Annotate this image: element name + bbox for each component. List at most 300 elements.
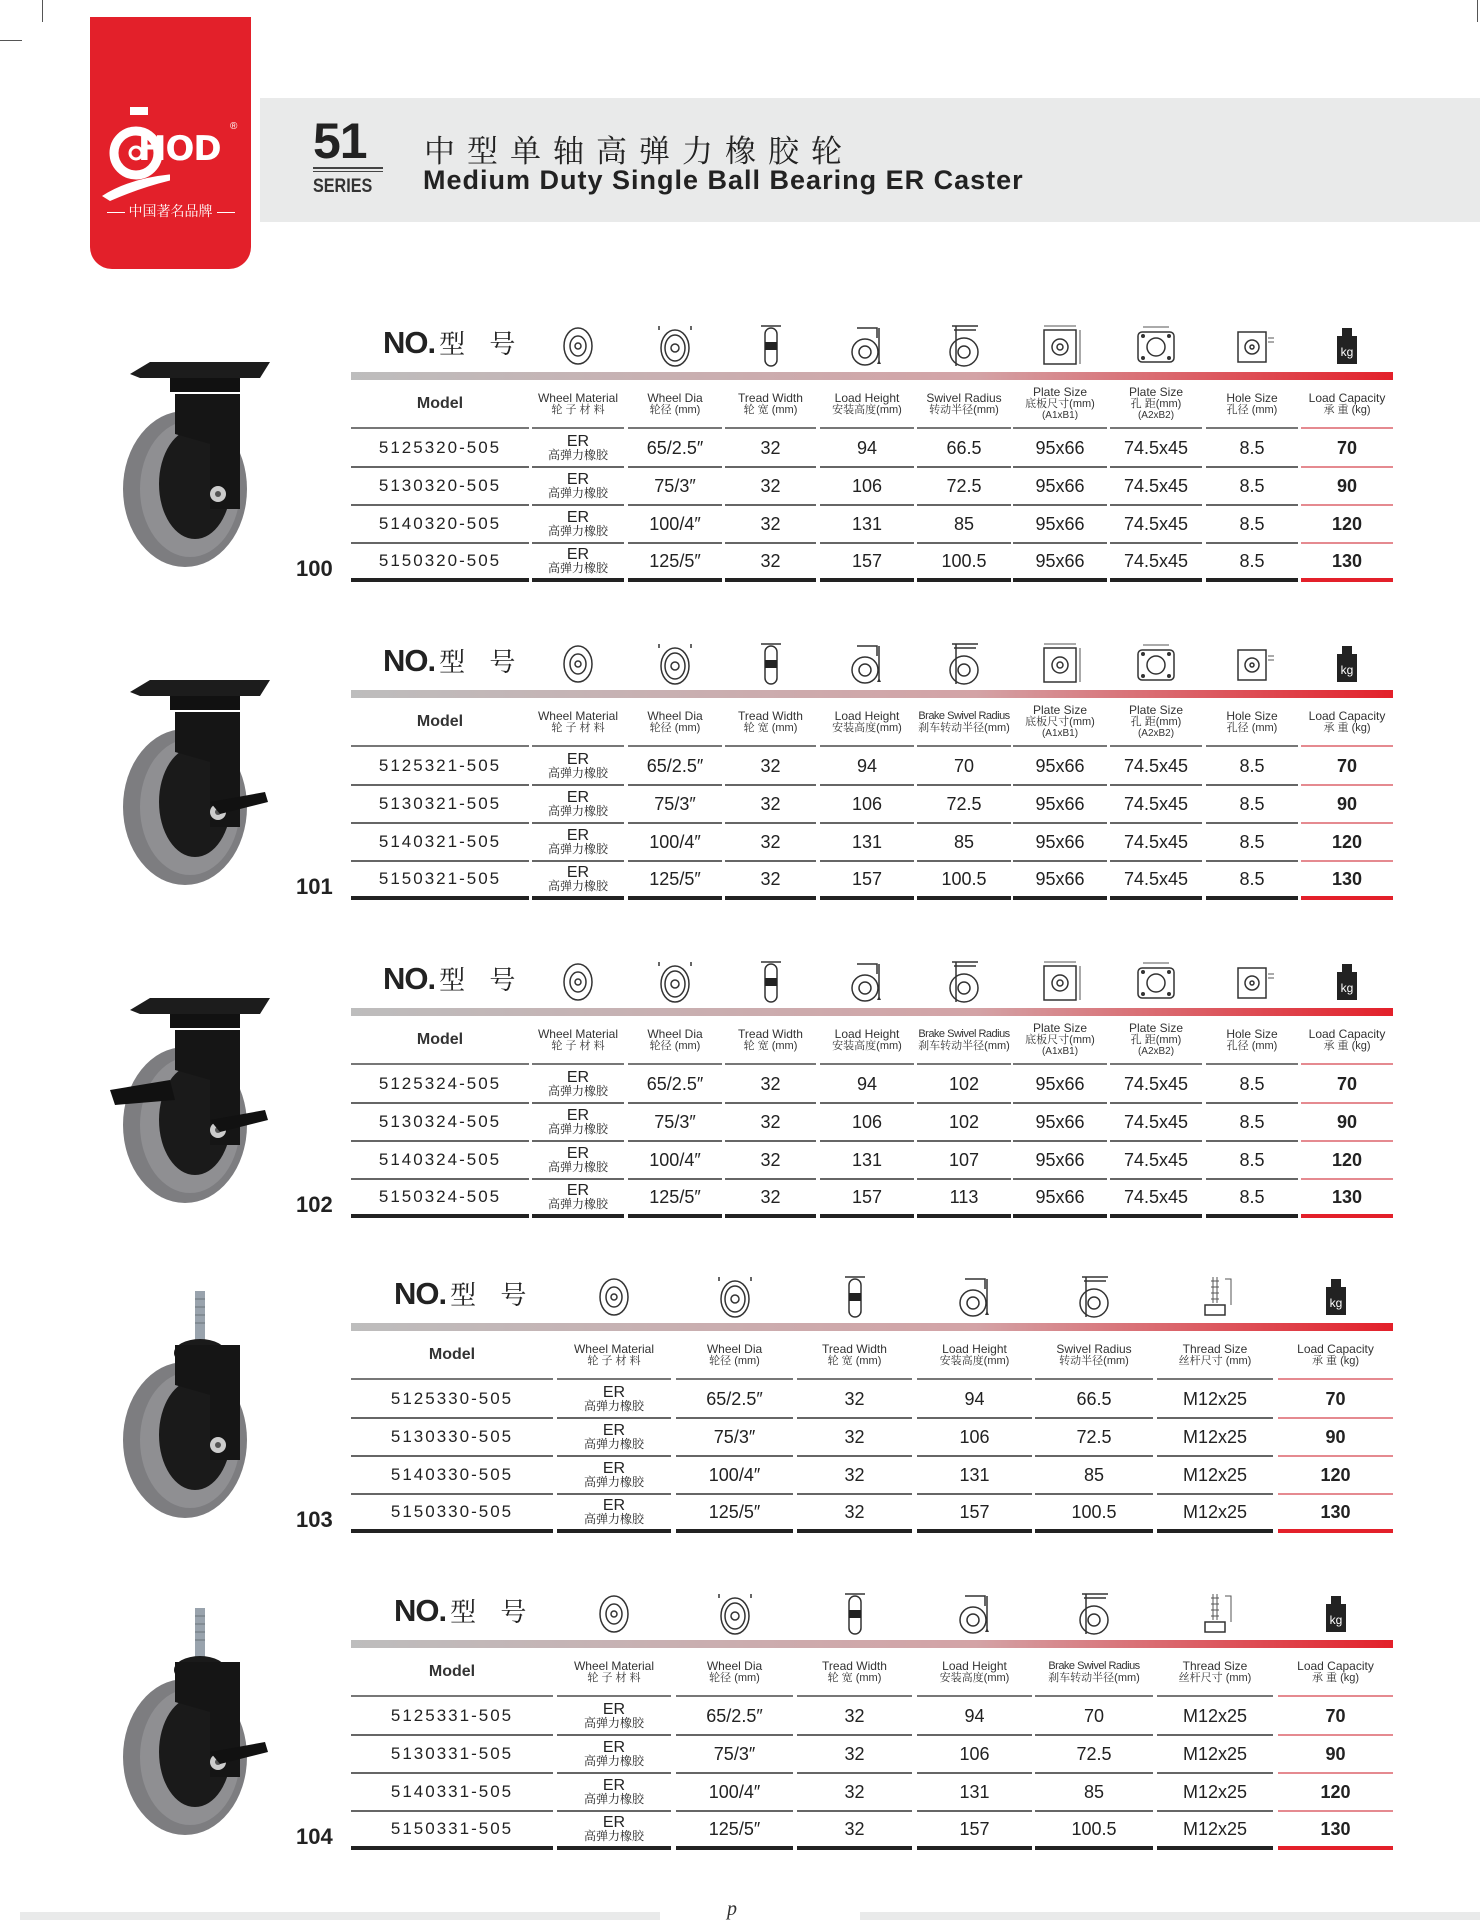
table-cell-wm [532, 430, 624, 468]
caster-image [90, 334, 340, 574]
table-cell-tw: 32 [725, 824, 816, 862]
material-zh: 高弹力橡胶 [547, 448, 608, 462]
material-zh: 高弹力橡胶 [583, 1399, 644, 1413]
header-zh: 底板尺寸(mm) [1025, 1033, 1095, 1046]
footer-bar-right [860, 1912, 1480, 1920]
table-cell-ts: M12x25 [1157, 1774, 1273, 1812]
material-zh: 高弹力橡胶 [547, 1122, 608, 1136]
table-cell-ps: 95x66 [1013, 506, 1107, 544]
column-header-model [351, 1331, 553, 1380]
wheel-diameter-icon [645, 640, 705, 688]
table-cell-ps: 95x66 [1013, 468, 1107, 506]
table-cell-tw: 32 [797, 1419, 912, 1457]
table-cell-lh: 94 [820, 748, 914, 786]
table-cell-lc: 70 [1301, 1066, 1393, 1104]
caster-section [0, 638, 1480, 938]
header-zh: 轮径 (mm) [649, 721, 701, 734]
table-cell-model: 5150330-505 [351, 1495, 553, 1533]
material-zh: 高弹力橡胶 [583, 1716, 644, 1730]
wheel-diameter-icon [705, 1273, 765, 1321]
table-cell-tw: 32 [725, 506, 816, 544]
column-header-bsr [917, 698, 1011, 747]
header-zh: 轮 宽 (mm) [743, 721, 798, 734]
table-cell-model: 5140330-505 [351, 1457, 553, 1495]
material-zh: 高弹力橡胶 [583, 1512, 644, 1526]
no-label: NO. [383, 961, 436, 996]
table-cell-ps2: 74.5x45 [1110, 544, 1202, 582]
table-cell-ts: M12x25 [1157, 1419, 1273, 1457]
header-en: Model [416, 1030, 464, 1048]
thread-size-icon [1185, 1273, 1245, 1321]
header-en: Hole Size [1226, 390, 1278, 405]
table-cell-lh: 131 [917, 1457, 1032, 1495]
table-cell-tw: 32 [725, 1180, 816, 1218]
column-header-lh [917, 1648, 1032, 1697]
weight-kg-icon [1306, 1590, 1366, 1638]
header-zh: 孔 距(mm) [1130, 715, 1182, 728]
table-cell-wm [532, 748, 624, 786]
brake-swivel-radius-icon [934, 958, 994, 1006]
material-zh: 高弹力橡胶 [547, 766, 608, 780]
column-header-ps [1013, 1016, 1107, 1065]
load-height-icon [837, 958, 897, 1006]
table-cell-ps2: 74.5x45 [1110, 1104, 1202, 1142]
header-zh: 轮 子 材 料 [551, 1039, 605, 1052]
material-code: ER [566, 1107, 590, 1124]
table-cell-ps: 95x66 [1013, 544, 1107, 582]
table-cell-ps2: 74.5x45 [1110, 506, 1202, 544]
material-code: ER [566, 546, 590, 563]
column-header-lh [820, 1016, 914, 1065]
table-cell-bsr: 72.5 [917, 786, 1011, 824]
material-zh: 高弹力橡胶 [547, 524, 608, 538]
header-zh: 底板尺寸(mm) [1025, 397, 1095, 410]
brand-tagline: 中国著名品牌 [90, 201, 251, 221]
material-zh: 高弹力橡胶 [547, 1084, 608, 1098]
material-zh: 高弹力橡胶 [547, 561, 608, 575]
table-cell-bsr: 70 [1035, 1698, 1153, 1736]
table-cell-model: 5150321-505 [351, 862, 529, 900]
column-header-lc [1301, 1016, 1393, 1065]
header-zh: 承 重 (kg) [1323, 1039, 1371, 1052]
header-en: Brake Swivel Radius [1048, 1659, 1140, 1672]
table-cell-wm [557, 1812, 671, 1850]
svg-text:kg: kg [1340, 981, 1354, 995]
table-cell-model: 5130324-505 [351, 1104, 529, 1142]
header-en: Hole Size [1226, 1026, 1278, 1041]
column-header-lc [1278, 1648, 1393, 1697]
header-zh: 轮 子 材 料 [551, 403, 605, 416]
header-zh: 轮 宽 (mm) [827, 1671, 882, 1684]
table-cell-hs: 8.5 [1206, 506, 1298, 544]
table-cell-wm [532, 824, 624, 862]
header-en: Load Capacity [1308, 1026, 1386, 1041]
column-header-wm [557, 1331, 671, 1380]
table-cell-model: 5150320-505 [351, 544, 529, 582]
column-header-wm [532, 380, 624, 429]
table-cell-model: 5125321-505 [351, 748, 529, 786]
table-cell-tw: 32 [797, 1457, 912, 1495]
svg-text:kg: kg [1329, 1613, 1342, 1627]
header-zh: 承 重 (kg) [1323, 721, 1371, 734]
table-cell-model: 5130331-505 [351, 1736, 553, 1774]
table-cell-hs: 8.5 [1206, 544, 1298, 582]
model-number-heading [394, 1592, 534, 1629]
table-cell-ts: M12x25 [1157, 1812, 1273, 1850]
table-cell-lh: 94 [820, 430, 914, 468]
table-cell-wd: 100/4″ [628, 824, 722, 862]
column-header-hs [1206, 698, 1298, 747]
table-cell-sr: 66.5 [1035, 1381, 1153, 1419]
table-cell-wm [557, 1698, 671, 1736]
table-cell-lc: 70 [1301, 430, 1393, 468]
column-header-hs [1206, 380, 1298, 429]
title-english: Medium Duty Single Ball Bearing ER Caster [423, 165, 1024, 195]
column-header-ps [1013, 380, 1107, 429]
table-cell-ps: 95x66 [1013, 1180, 1107, 1218]
table-cell-tw: 32 [797, 1812, 912, 1850]
table-cell-tw: 32 [725, 1104, 816, 1142]
header-en: Wheel Material [573, 1658, 655, 1673]
table-cell-lh: 106 [820, 786, 914, 824]
column-header-wm [532, 1016, 624, 1065]
header-en: Brake Swivel Radius [918, 709, 1010, 722]
table-cell-wm [532, 1066, 624, 1104]
header-zh: 孔径 (mm) [1226, 403, 1278, 416]
header-gradient-bar [351, 690, 1393, 698]
no-label-zh: 型 号 [439, 330, 524, 360]
thread-size-icon [1185, 1590, 1245, 1638]
column-header-model [351, 1648, 553, 1697]
table-cell-wd: 65/2.5″ [628, 748, 722, 786]
column-header-wd [676, 1648, 793, 1697]
table-cell-model: 5150331-505 [351, 1812, 553, 1850]
table-cell-wd: 75/3″ [676, 1419, 793, 1457]
registered-mark: ® [230, 121, 238, 132]
table-cell-bsr: 70 [917, 748, 1011, 786]
table-cell-hs: 8.5 [1206, 1104, 1298, 1142]
material-zh: 高弹力橡胶 [547, 842, 608, 856]
table-cell-hs: 8.5 [1206, 786, 1298, 824]
table-cell-hs: 8.5 [1206, 824, 1298, 862]
weight-kg-icon [1317, 958, 1377, 1006]
header-sub: (A2xB2) [1137, 1045, 1175, 1057]
plate-size-icon [1030, 958, 1090, 1006]
table-cell-wd: 65/2.5″ [628, 430, 722, 468]
wheel-side-icon [548, 958, 608, 1006]
header-zh: 轮径 (mm) [709, 1671, 760, 1684]
table-cell-lh: 94 [917, 1698, 1032, 1736]
material-zh: 高弹力橡胶 [583, 1792, 644, 1806]
table-cell-ps2: 74.5x45 [1110, 468, 1202, 506]
table-cell-model: 5140321-505 [351, 824, 529, 862]
hole-spacing-icon [1126, 322, 1186, 370]
crop-mark [1477, 0, 1478, 22]
table-cell-lc: 130 [1278, 1495, 1393, 1533]
table-cell-tw: 32 [797, 1495, 912, 1533]
header-en: Thread Size [1182, 1341, 1248, 1356]
column-header-bsr [1035, 1648, 1153, 1697]
table-cell-tw: 32 [725, 1142, 816, 1180]
header-en: Wheel Dia [647, 390, 703, 405]
table-cell-hs: 8.5 [1206, 1142, 1298, 1180]
column-header-lc [1301, 698, 1393, 747]
table-cell-lc: 90 [1278, 1419, 1393, 1457]
material-code: ER [602, 1384, 626, 1401]
caster-image [90, 970, 340, 1210]
column-header-tw [725, 1016, 816, 1065]
table-cell-ps: 95x66 [1013, 1104, 1107, 1142]
caster-section [0, 1588, 1480, 1888]
table-cell-wm [532, 468, 624, 506]
table-cell-wd: 75/3″ [628, 468, 722, 506]
table-cell-lc: 90 [1301, 1104, 1393, 1142]
table-cell-sr: 66.5 [917, 430, 1011, 468]
table-cell-wm [532, 786, 624, 824]
header-en: Swivel Radius [926, 390, 1002, 405]
table-cell-ps2: 74.5x45 [1110, 1180, 1202, 1218]
column-header-bsr [917, 1016, 1011, 1065]
series-number: 51 [313, 113, 367, 169]
table-cell-wd: 125/5″ [628, 544, 722, 582]
table-cell-lh: 157 [917, 1495, 1032, 1533]
wheel-side-icon [548, 322, 608, 370]
table-cell-hs: 8.5 [1206, 862, 1298, 900]
header-zh: 刹车转动半径(mm) [1048, 1671, 1140, 1684]
table-cell-wd: 100/4″ [628, 1142, 722, 1180]
column-header-model [351, 380, 529, 429]
material-zh: 高弹力橡胶 [547, 1160, 608, 1174]
material-code: ER [602, 1701, 626, 1718]
header-en: Plate Size [1128, 702, 1184, 717]
no-label: NO. [383, 325, 436, 360]
header-en: Wheel Dia [706, 1658, 763, 1673]
table-cell-bsr: 85 [917, 824, 1011, 862]
material-code: ER [566, 1069, 590, 1086]
crop-mark [0, 40, 22, 41]
table-cell-hs: 8.5 [1206, 1066, 1298, 1104]
header-en: Model [416, 712, 464, 730]
column-header-wd [628, 380, 722, 429]
header-zh: 孔 距(mm) [1130, 397, 1182, 410]
column-header-model [351, 698, 529, 747]
header-en: Load Capacity [1308, 390, 1386, 405]
table-cell-wd: 65/2.5″ [676, 1698, 793, 1736]
table-cell-lh: 106 [820, 1104, 914, 1142]
column-header-lh [820, 698, 914, 747]
column-header-ts [1157, 1648, 1273, 1697]
no-label-zh: 型 号 [439, 966, 524, 996]
column-header-sr [1035, 1331, 1153, 1380]
column-header-wd [676, 1331, 793, 1380]
table-cell-tw: 32 [725, 468, 816, 506]
header-zh: 转动半径(mm) [929, 403, 999, 416]
material-code: ER [602, 1460, 626, 1477]
header-zh: 轮 宽 (mm) [743, 403, 798, 416]
table-cell-tw: 32 [797, 1698, 912, 1736]
table-cell-lc: 130 [1278, 1812, 1393, 1850]
column-header-lh [820, 380, 914, 429]
header-en: Tread Width [738, 708, 803, 723]
model-number-heading [383, 642, 523, 679]
column-header-lc [1278, 1331, 1393, 1380]
caster-section [0, 956, 1480, 1256]
table-cell-wd: 125/5″ [628, 1180, 722, 1218]
table-cell-wd: 125/5″ [676, 1812, 793, 1850]
table-cell-sr: 85 [917, 506, 1011, 544]
header-zh: 安装高度(mm) [832, 403, 902, 416]
table-cell-wd: 65/2.5″ [628, 1066, 722, 1104]
header-zh: 刹车转动半径(mm) [918, 721, 1010, 734]
title-chinese: 中型单轴高弹力橡胶轮 [424, 134, 854, 170]
table-cell-lh: 157 [820, 1180, 914, 1218]
material-code: ER [602, 1814, 626, 1831]
header-en: Plate Size [1032, 702, 1088, 717]
plate-size-icon [1030, 640, 1090, 688]
table-cell-wm [532, 862, 624, 900]
no-label: NO. [394, 1276, 447, 1311]
table-cell-lc: 70 [1301, 748, 1393, 786]
table-cell-bsr: 100.5 [917, 862, 1011, 900]
table-cell-wd: 100/4″ [676, 1774, 793, 1812]
table-cell-wm [532, 506, 624, 544]
table-cell-lh: 157 [820, 862, 914, 900]
caster-section [0, 320, 1480, 620]
header-zh: 丝杆尺寸 (mm) [1178, 1354, 1252, 1367]
table-cell-model: 5140331-505 [351, 1774, 553, 1812]
wheel-diameter-icon [705, 1590, 765, 1638]
table-cell-wd: 75/3″ [628, 1104, 722, 1142]
table-cell-lc: 120 [1278, 1774, 1393, 1812]
material-code: ER [566, 1145, 590, 1162]
table-cell-bsr: 102 [917, 1066, 1011, 1104]
header-zh: 底板尺寸(mm) [1025, 715, 1095, 728]
table-cell-lh: 157 [917, 1812, 1032, 1850]
hole-size-icon [1222, 640, 1282, 688]
table-cell-bsr: 85 [1035, 1774, 1153, 1812]
header-zh: 轮 子 材 料 [587, 1671, 641, 1684]
table-cell-ps: 95x66 [1013, 430, 1107, 468]
no-label: NO. [394, 1593, 447, 1628]
table-cell-model: 5140324-505 [351, 1142, 529, 1180]
table-cell-hs: 8.5 [1206, 468, 1298, 506]
tread-width-icon [825, 1590, 885, 1638]
column-header-ps [1013, 698, 1107, 747]
brand-logo [90, 17, 251, 269]
table-cell-sr: 85 [1035, 1457, 1153, 1495]
header-zh: 承 重 (kg) [1311, 1354, 1360, 1367]
header-zh: 安装高度(mm) [832, 721, 902, 734]
table-cell-wd: 75/3″ [628, 786, 722, 824]
material-code: ER [566, 471, 590, 488]
series-label: SERIES [313, 176, 373, 197]
table-cell-lh: 131 [917, 1774, 1032, 1812]
header-en: Load Height [942, 1658, 1007, 1673]
model-number-heading [383, 960, 523, 997]
column-header-tw [725, 380, 816, 429]
table-cell-wm [532, 1180, 624, 1218]
table-cell-model: 5125331-505 [351, 1698, 553, 1736]
header-zh: 丝杆尺寸 (mm) [1178, 1671, 1252, 1684]
table-cell-lc: 90 [1301, 468, 1393, 506]
swivel-radius-icon [1064, 1273, 1124, 1321]
column-header-wd [628, 698, 722, 747]
table-cell-model: 5125320-505 [351, 430, 529, 468]
table-cell-lh: 131 [820, 506, 914, 544]
table-cell-wm [532, 1142, 624, 1180]
section-number: 104 [296, 1824, 333, 1849]
material-zh: 高弹力橡胶 [547, 879, 608, 893]
table-cell-tw: 32 [797, 1736, 912, 1774]
table-cell-sr: 72.5 [1035, 1419, 1153, 1457]
table-cell-model: 5130321-505 [351, 786, 529, 824]
swivel-radius-icon [934, 322, 994, 370]
material-zh: 高弹力橡胶 [547, 804, 608, 818]
column-header-lh [917, 1331, 1032, 1380]
header-en: Tread Width [822, 1341, 887, 1356]
column-header-wm [557, 1648, 671, 1697]
header-en: Load Height [942, 1341, 1007, 1356]
header-zh: 轮径 (mm) [649, 1039, 701, 1052]
header-en: Load Capacity [1297, 1658, 1374, 1673]
table-cell-tw: 32 [725, 544, 816, 582]
table-cell-ps: 95x66 [1013, 748, 1107, 786]
header-zh: 轮径 (mm) [709, 1354, 760, 1367]
table-cell-lh: 106 [820, 468, 914, 506]
column-header-ps2 [1110, 380, 1202, 429]
table-cell-lc: 130 [1301, 1180, 1393, 1218]
table-cell-lc: 130 [1301, 544, 1393, 582]
material-code: ER [566, 827, 590, 844]
table-cell-lc: 90 [1301, 786, 1393, 824]
header-en: Load Height [834, 708, 900, 723]
material-code: ER [602, 1777, 626, 1794]
header-zh: 轮 子 材 料 [587, 1354, 641, 1367]
material-zh: 高弹力橡胶 [583, 1829, 644, 1843]
table-cell-model: 5150324-505 [351, 1180, 529, 1218]
series-divider [313, 167, 383, 172]
table-cell-bsr: 100.5 [1035, 1812, 1153, 1850]
header-sub: (A1xB1) [1041, 1045, 1079, 1057]
brake-swivel-radius-icon [934, 640, 994, 688]
no-label-zh: 型 号 [450, 1281, 535, 1311]
table-cell-bsr: 102 [917, 1104, 1011, 1142]
table-cell-ps2: 74.5x45 [1110, 430, 1202, 468]
hole-size-icon [1222, 958, 1282, 1006]
header-gradient-bar [351, 372, 1393, 380]
material-code: ER [566, 1182, 590, 1199]
caster-image [90, 1285, 340, 1525]
column-header-ps2 [1110, 698, 1202, 747]
header-zh: 安装高度(mm) [832, 1039, 902, 1052]
tread-width-icon [825, 1273, 885, 1321]
load-height-icon [837, 640, 897, 688]
header-gradient-bar [351, 1640, 1393, 1648]
header-en: Brake Swivel Radius [918, 1027, 1010, 1040]
column-header-model [351, 1016, 529, 1065]
table-cell-model: 5130320-505 [351, 468, 529, 506]
caster-image [90, 652, 340, 892]
header-en: Thread Size [1182, 1658, 1248, 1673]
table-cell-lh: 106 [917, 1419, 1032, 1457]
table-cell-lh: 94 [820, 1066, 914, 1104]
table-cell-lc: 120 [1301, 1142, 1393, 1180]
svg-text:kg: kg [1340, 663, 1354, 677]
table-cell-lh: 131 [820, 824, 914, 862]
table-cell-ps2: 74.5x45 [1110, 824, 1202, 862]
header-en: Load Height [834, 1026, 900, 1041]
header-zh: 安装高度(mm) [939, 1671, 1010, 1684]
